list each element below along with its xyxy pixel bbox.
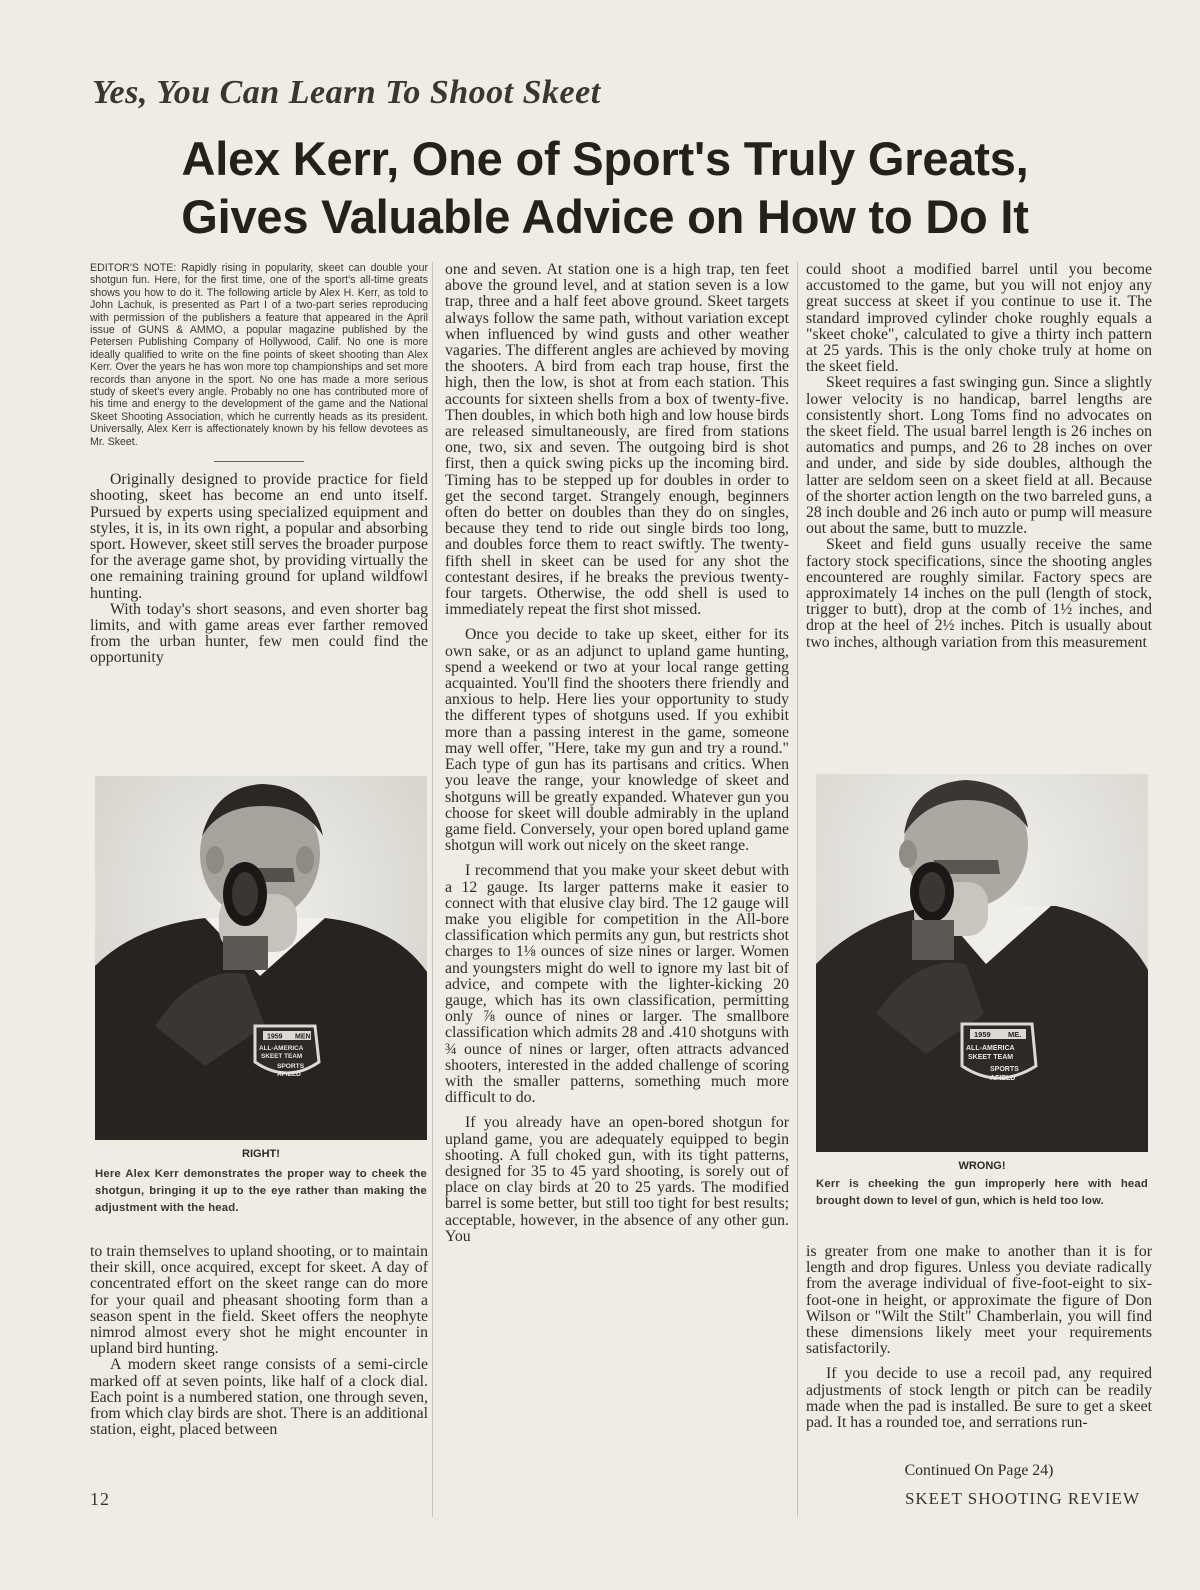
patch-skeet-team: SKEET TEAM	[261, 1053, 303, 1060]
patch-skeet-team: SKEET TEAM	[968, 1054, 1014, 1061]
paragraph: If you already have an open-bored shotgun for upland game, you are adequately equipped to begin shooting. A full choked gun, with its tight patterns, designed for 35 to 45 yard shooting, is sorely out of place on clay birds at 20 to 25 yards. The modified barrel is some better, but still too tight for best results; acceptable, however, in the absence of any other gun. You	[445, 1114, 789, 1245]
photo-caption: Here Alex Kerr demonstrates the proper way to cheek the shotgun, bringing it up to the eye rather than making the adjustment with the head.	[95, 1168, 427, 1214]
headline-line-2: Gives Valuable Advice on How to Do It	[181, 190, 1029, 243]
patch-afield: AFIELD	[990, 1075, 1016, 1082]
article-column-1-continued	[90, 1244, 428, 1438]
paragraph: Skeet and field guns usually receive the same factory stock specifications, since the shooting angles encountered are roughly similar. Factory specs are approximately 14 inches on the pull (length of stock, trigger to butt), drop at the comb of 1½ inches, and drop at the heel of 2½ inches. Pitch is usually about two inches, although variation from this measurement	[806, 536, 1152, 651]
patch-all-america: ALL-AMERICA	[259, 1045, 304, 1052]
paragraph: Once you decide to take up skeet, either for its own sake, or as an adjunct to upland game hunting, spend a weekend or two at your local range getting acquainted. You'll find the shooters there friendly and anxious to help. Here lies your opportunity to study the different types of shotguns used. If you exhibit more than a passing interest in the game, someone may well offer, "Here, take my gun and try a round." Each type of gun has its partisans and critics. When you leave the range, your knowledge of skeet and shotguns will be greatly expanded. Whatever gun you choose for skeet will double admirably in the upland game field. Conversely, your open bored upland game shotgun will work out nicely on the skeet range.	[445, 626, 789, 855]
patch-all-america: ALL-AMERICA	[966, 1045, 1015, 1052]
article-column-3	[806, 262, 1152, 651]
publication-name: SKEET SHOOTING REVIEW	[904, 1489, 1140, 1508]
paragraph: to train themselves to upland shooting, or to maintain their skill, once acquired, except for skeet. A day of concentrated effort on the skeet range can do more for your quail and pheasant shooting form than a season spent in the field. Skeet offers the neophyte nimrod almost every shot he might encounter in upland bird hunting.	[90, 1243, 428, 1358]
paragraph: could shoot a modified barrel until you become accustomed to the game, but you will not enjoy any great success at skeet if you continue to use it. The standard improved cylinder choke roughly equals a "skeet choke", calculated to give a thirty inch pattern at 25 yards. This is the only choke truly at home on the skeet field.	[806, 261, 1152, 376]
paragraph: With today's short seasons, and even shorter bag limits, and with game areas ever farther removed from the urban hunter, few men could find the opportunity	[90, 600, 428, 667]
photo-caption: Kerr is cheeking the gun improperly here with head brought down to level of gun, which is held too low.	[816, 1178, 1148, 1207]
photo-caption-title: WRONG!	[958, 1160, 1006, 1172]
photo-caption-title: RIGHT!	[242, 1148, 280, 1160]
headline-line-1: Alex Kerr, One of Sport's Truly Greats,	[181, 132, 1029, 185]
paragraph: If you decide to use a recoil pad, any required adjustments of stock length or pitch can be readily made when the pad is installed. Be sure to get a skeet pad. It has a rounded toe, and serrations run-	[806, 1365, 1152, 1432]
paragraph: I recommend that you make your skeet debut with a 12 gauge. Its larger patterns make it easier to connect with that elusive clay bird. The 12 gauge will make you eligible for competition in the All-bore classification which permits any gun, but restricts shot charges to 1⅛ ounces of size nines or larger. Women and youngsters might do well to ignore my last bit of advice, and compete with the lighter-kicking 20 gauge, which has its own classification, permitting only ⅞ ounce of nines or larger. The smallbore classification which admits 28 and .410 shotguns with ¾ ounce of nines or larger, often attracts advanced shooters, interested in the added challenge of scoring with the smaller patterns, something much more difficult to do.	[445, 862, 789, 1107]
article-column-3-continued	[806, 1244, 1152, 1431]
patch-sports: SPORTS	[990, 1066, 1019, 1073]
patch-men: MEN	[295, 1033, 311, 1041]
patch-year: 1959	[974, 1030, 991, 1039]
article-column-1	[90, 262, 428, 667]
divider	[214, 461, 304, 462]
article-column-2	[445, 262, 789, 1245]
column-rule	[432, 262, 433, 1517]
patch-afield: AFIELD	[277, 1071, 301, 1078]
headline	[90, 130, 1120, 246]
kicker-title: Yes, You Can Learn To Shoot Skeet	[92, 74, 601, 111]
column-rule	[797, 262, 798, 1517]
patch-year: 1959	[267, 1033, 283, 1041]
paragraph: A modern skeet range consists of a semi-circle marked off at seven points, like half of a clock dial. Each point is a numbered station, one through seven, from which clay birds are shot. There is an additional station, eight, placed between	[90, 1356, 428, 1439]
photo-right-technique	[95, 776, 427, 1140]
continued-note: Continued On Page 24)	[904, 1462, 1054, 1479]
patch-sports: SPORTS	[277, 1063, 305, 1070]
paragraph: one and seven. At station one is a high trap, ten feet above the ground level, and at station seven is a low trap, three and a half feet above ground. Skeet targets always follow the same path, without variation except when influenced by wind gusts and other weather vagaries. The different angles are achieved by moving the shooters. A bird from each trap house, first the high, then the low, is shot at from each station. This accounts for sixteen shells from a box of twenty-five. Then doubles, in which both high and low house birds are released simultaneously, are fired from stations one, two, six and seven. The outgoing bird is shot first, then a quick swing picks up the incoming bird. Timing has to be stepped up for doubles in order to get the second target. Strangely enough, beginners often do better on doubles than they do on singles, because they tend to ride out single birds too long, and doubles force them to react swiftly. The twenty-fifth shell in skeet can be used for any shot the contestant desires, if he breaks the previous twenty-four targets. Otherwise, the odd shell is used to immediately repeat the first shot missed.	[445, 261, 789, 619]
page-number: 12	[90, 1489, 110, 1509]
photo-wrong-technique	[816, 774, 1148, 1152]
paragraph: Skeet requires a fast swinging gun. Since a slightly lower velocity is no handicap, barrel lengths are consistently short. Long Toms find no advocates on the skeet field. The usual barrel length is 26 inches on automatics and pumps, and 26 to 28 inches on over and under, and side by side doubles, although the latter are seldom seen on a skeet field at all. Because of the shorter action length on the two barreled guns, a 28 inch double and 26 inch auto or pump will measure out about the same, butt to muzzle.	[806, 374, 1152, 538]
paragraph: is greater from one make to another than it is for length and drop figures. Unless you deviate radically from the average individual of five-foot-eight to six-foot-one in height, or approximate the figure of Don Wilson or "Wilt the Stilt" Chamberlain, you will find these dimensions likely meet your requirements satisfactorily.	[806, 1243, 1152, 1358]
patch-men: ME.	[1008, 1030, 1022, 1039]
editors-note: EDITOR'S NOTE: Rapidly rising in popularity, skeet can double your shotgun fun. Here, for the first time, one of the sport's all-time greats shows you how to do it. The following article by Alex H. Kerr, as told to John Lachuk, is presented as Part I of a two-part series reproducing with permission of the publishers a feature that appeared in the April issue of GUNS & AMMO, a popular magazine published by the Petersen Publishing Company of Hollywood, Calif. No one is more ideally qualified to write on the fine points of skeet shooting than Alex Kerr. Over the years he has won more top championships and set more records than anyone in the sport. No one has made a more serious study of skeet's every angle. Probably no one has contributed more of his time and energy to the development of the game and the National Skeet Shooting Association, which he currently heads as its president. Universally, Alex Kerr is affectionately known by his fellow devotees as Mr. Skeet.	[90, 262, 428, 448]
paragraph: Originally designed to provide practice for field shooting, skeet has become an end unto itself. Pursued by experts using specialized equipment and styles, it is, in its own right, a popular and absorbing sport. However, skeet still serves the broader purpose for the average game shot, by providing virtually the one remaining training ground for upland wildfowl hunting.	[90, 471, 428, 602]
